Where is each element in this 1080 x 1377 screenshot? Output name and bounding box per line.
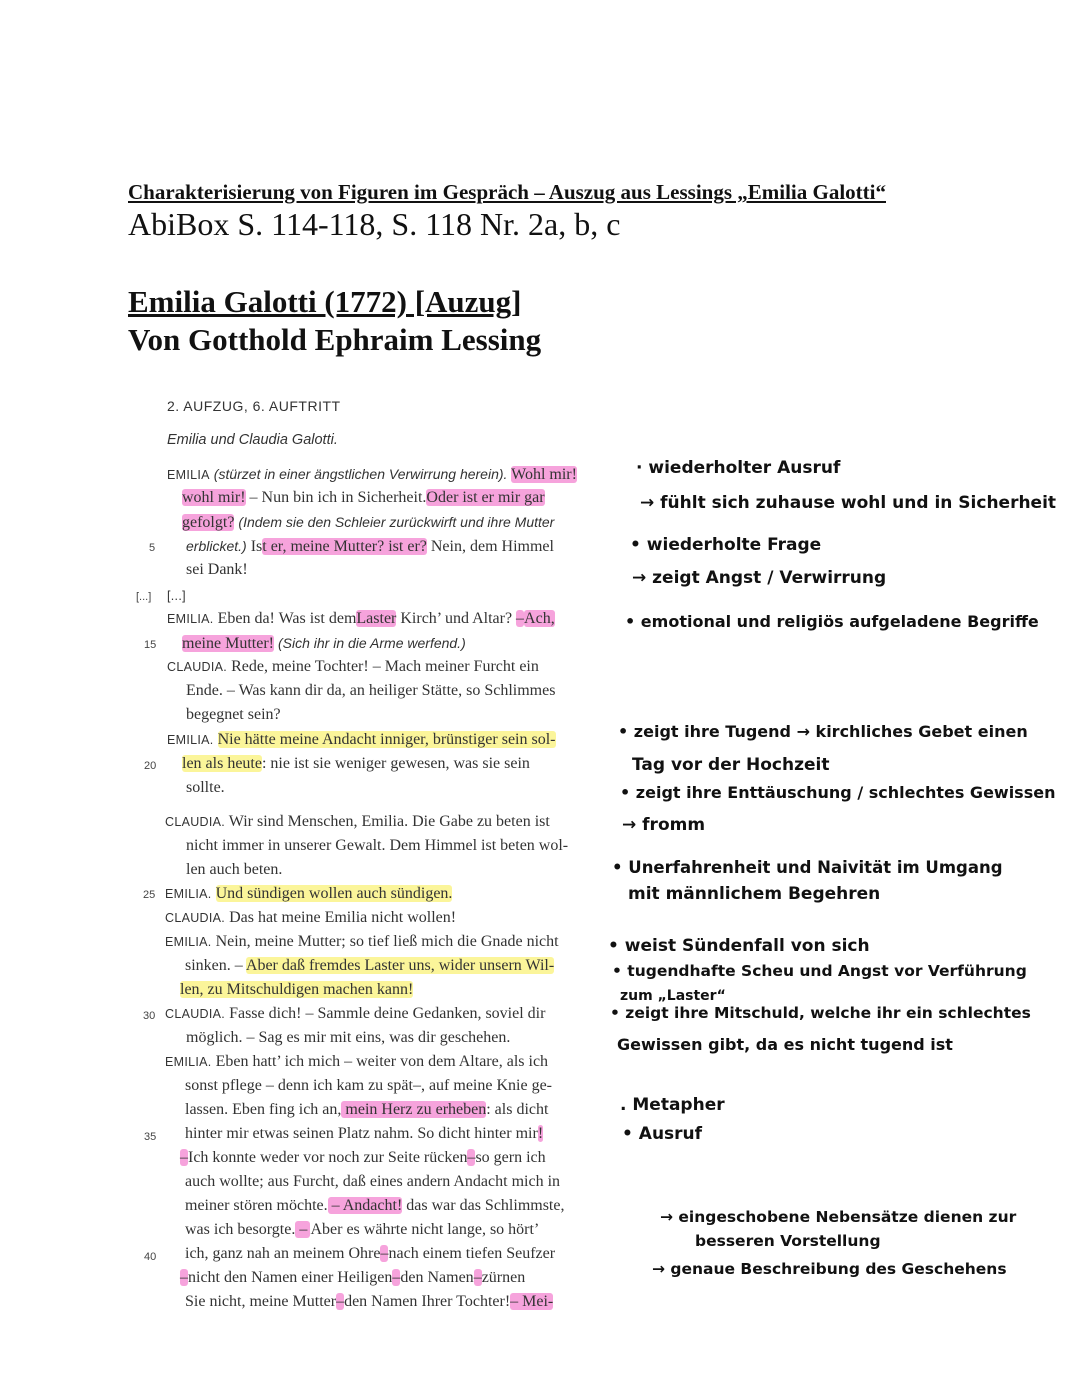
text-line: EMILIA. Und sündigen wollen auch sündigen.	[165, 885, 453, 902]
persons-line: Emilia und Claudia Galotti.	[167, 432, 338, 448]
text-line: EMILIA. Eben da! Was ist demLaster Kirch’ und Altar? –Ach,	[167, 610, 555, 627]
text-line: EMILIA. Nie hätte meine Andacht inniger, brünstiger sein sol-	[167, 731, 556, 748]
text-line: was ich besorgte. – Aber es währte nicht lange, so hört’	[185, 1221, 540, 1238]
omission-mark: [...]	[167, 589, 186, 603]
annotation: • zeigt ihre Mitschuld, welche ihr ein schlechtes	[610, 1004, 1031, 1022]
annotation: → genaue Beschreibung des Geschehens	[652, 1260, 1007, 1278]
annotation: • weist Sündenfall von sich	[608, 936, 870, 956]
line-number: 40	[144, 1251, 157, 1263]
text-line: CLAUDIA. Fasse dich! – Sammle deine Gedanken, soviel dir	[165, 1005, 546, 1022]
text-line: EMILIA. Nein, meine Mutter; so tief ließ mich die Gnade nicht	[165, 933, 559, 950]
line-number: 25	[143, 889, 156, 901]
text-line: wohl mir! – Nun bin ich in Sicherheit.Oder ist er mir gar	[182, 489, 545, 506]
annotation: Gewissen gibt, da es nicht tugend ist	[617, 1035, 953, 1054]
line-number: 5	[149, 542, 156, 554]
annotation: • Ausruf	[622, 1124, 703, 1144]
text-line: len auch beten.	[186, 861, 283, 878]
text-line: CLAUDIA. Rede, meine Tochter! – Mach meiner Furcht ein	[167, 658, 539, 675]
text-line: Ende. – Was kann dir da, an heiliger Stätte, so Schlimmes	[186, 682, 556, 699]
annotation: • Unerfahrenheit und Naivität im Umgang	[612, 858, 1003, 877]
text-line: sei Dank!	[186, 561, 248, 578]
text-line: nicht immer in unserer Gewalt. Dem Himmel ist beten wol-	[186, 837, 569, 854]
text-line: möglich. – Sag es mir mit eins, was dir geschehen.	[186, 1029, 511, 1046]
text-line: erblicket.) Ist er, meine Mutter? ist er? Nein, dem Himmel	[186, 538, 554, 555]
text-line: sinken. – Aber daß fremdes Laster uns, wider unsern Wil-	[185, 957, 555, 974]
annotation: → fühlt sich zuhause wohl und in Sicherheit	[640, 493, 1057, 513]
text-line: auch wollte; aus Furcht, daß eines andern Andacht mich in	[185, 1173, 561, 1190]
text-line: gefolgt? (Indem sie den Schleier zurückwirft und ihre Mutter	[182, 514, 555, 531]
act-scene-heading: 2. AUFZUG, 6. AUFTRITT	[167, 398, 341, 414]
line-number: 35	[144, 1131, 157, 1143]
text-line: hinter mir etwas seinen Platz nahm. So dicht hinter mir!	[185, 1125, 544, 1142]
line-number: 15	[144, 639, 157, 651]
text-line: len als heute: nie ist sie weniger gewesen, was sie sein	[182, 755, 530, 772]
annotation: • wiederholte Frage	[630, 535, 822, 555]
text-line: sollte.	[186, 779, 225, 796]
text-line: len, zu Mitschuldigen machen kann!	[180, 981, 414, 998]
text-line: meine Mutter! (Sich ihr in die Arme werfend.)	[182, 635, 466, 652]
annotation: Tag vor der Hochzeit	[632, 755, 830, 775]
annotation: → fromm	[622, 815, 706, 835]
annotation: • emotional und religiös aufgeladene Begriffe	[625, 612, 1039, 631]
worksheet-subtitle: AbiBox S. 114-118, S. 118 Nr. 2a, b, c	[128, 206, 621, 242]
annotation: zum „Laster“	[620, 988, 726, 1004]
text-line: ich, ganz nah an meinem Ohre–nach einem tiefen Seufzer	[185, 1245, 556, 1262]
annotation: · wiederholter Ausruf	[636, 458, 841, 478]
annotation: . Metapher	[620, 1095, 725, 1115]
annotation: mit männlichem Begehren	[628, 884, 881, 904]
text-line: –nicht den Namen einer Heiligen–den Namen–zürnen	[180, 1269, 526, 1286]
text-line: begegnet sein?	[186, 706, 281, 723]
line-number: [...]	[136, 591, 152, 603]
annotation: → zeigt Angst / Verwirrung	[632, 568, 887, 588]
text-line: CLAUDIA. Das hat meine Emilia nicht wollen!	[165, 909, 457, 926]
text-line: meiner stören möchte. – Andacht! das war das Schlimmste,	[185, 1197, 565, 1214]
text-line: CLAUDIA. Wir sind Menschen, Emilia. Die Gabe zu beten ist	[165, 813, 550, 830]
text-line: sonst pflege – denn ich kam zu spät–, auf meine Knie ge-	[185, 1077, 552, 1094]
annotation: • zeigt ihre Tugend → kirchliches Gebet einen	[618, 722, 1028, 741]
annotation: • tugendhafte Scheu und Angst vor Verführung	[612, 962, 1027, 980]
line-number: 30	[143, 1010, 156, 1022]
annotation: • zeigt ihre Enttäuschung / schlechtes Gewissen	[620, 783, 1056, 802]
annotation: besseren Vorstellung	[695, 1232, 881, 1250]
text-line: Sie nicht, meine Mutter–den Namen Ihrer Tochter!– Mei-	[185, 1293, 554, 1310]
text-line: lassen. Eben fing ich an, mein Herz zu erheben: als dicht	[185, 1101, 549, 1118]
worksheet-title: Charakterisierung von Figuren im Gespräch – Auszug aus Lessings „Emilia Galotti“	[128, 180, 886, 204]
text-line: EMILIA (stürzet in einer ängstlichen Verwirrung herein). Wohl mir!	[167, 466, 577, 483]
text-line: EMILIA. Eben hatt’ ich mich – weiter von dem Altare, als ich	[165, 1053, 549, 1070]
annotation: → eingeschobene Nebensätze dienen zur	[660, 1208, 1017, 1226]
play-author: Von Gotthold Ephraim Lessing	[128, 322, 542, 357]
line-number: 20	[144, 760, 157, 772]
play-title: Emilia Galotti (1772) [Auzug]	[128, 284, 522, 319]
text-line: –Ich konnte weder vor noch zur Seite rücken–so gern ich	[180, 1149, 546, 1166]
